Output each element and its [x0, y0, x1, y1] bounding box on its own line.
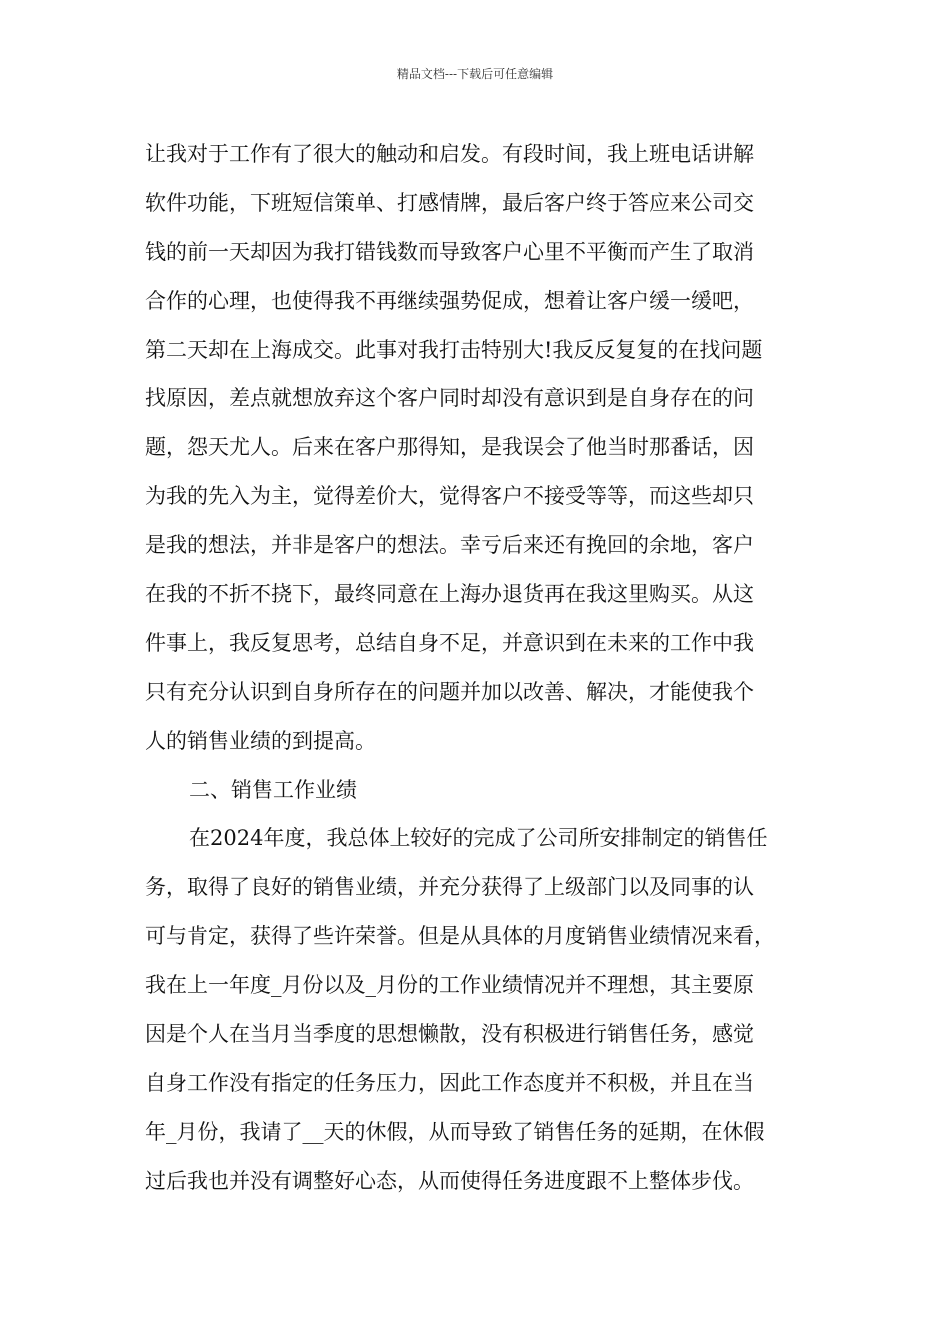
text-line: 年_月份，我请了__天的休假，从而导致了销售任务的延期，在休假: [145, 1119, 765, 1144]
text-line: 件事上，我反复思考，总结自身不足，并意识到在未来的工作中我: [145, 630, 754, 655]
text-line: 自身工作没有指定的任务压力，因此工作态度并不积极，并且在当: [145, 1070, 754, 1095]
text-line: 因是个人在当月当季度的思想懒散，没有积极进行销售任务，感觉: [145, 1022, 754, 1047]
text-line: 我在上一年度_月份以及_月份的工作业绩情况并不理想，其主要原: [145, 973, 754, 998]
text-line: 让我对于工作有了很大的触动和启发。有段时间，我上班电话讲解: [145, 142, 754, 166]
text-line: 合作的心理，也使得我不再继续强势促成，想着让客户缓一缓吧，: [145, 288, 754, 313]
text-line: 只有充分认识到自身所存在的问题并加以改善、解决，才能使我个: [145, 679, 754, 704]
text-line: 在我的不折不挠下，最终同意在上海办退货再在我这里购买。从这: [145, 582, 754, 607]
text-line: 可与肯定，获得了些许荣誉。但是从具体的月度销售业绩情况来看，: [145, 924, 775, 949]
text-line: 第二天却在上海成交。此事对我打击特别大!我反反复复的在找问题: [145, 337, 763, 362]
page-header: 精品文档---下载后可任意编辑: [396, 67, 554, 81]
paragraph-start-line: 在2024年度，我总体上较好的完成了公司所安排制定的销售任: [189, 826, 768, 851]
text-line: 题，怨天尤人。后来在客户那得知，是我误会了他当时那番话，因: [145, 435, 754, 460]
body-text: [145, 130, 827, 1206]
section-heading: 二、销售工作业绩: [189, 777, 357, 802]
text-line: 为我的先入为主，觉得差价大，觉得客户不接受等等，而这些却只: [145, 484, 754, 509]
text-line: 软件功能，下班短信策单、打感情牌，最后客户终于答应来公司交: [145, 190, 754, 215]
text-line: 找原因，差点就想放弃这个客户同时却没有意识到是自身存在的问: [145, 386, 754, 411]
text-line: 钱的前一天却因为我打错钱数而导致客户心里不平衡而产生了取消: [145, 239, 754, 264]
text-line: 是我的想法，并非是客户的想法。幸亏后来还有挽回的余地，客户: [145, 533, 754, 558]
text-line: 过后我也并没有调整好心态，从而使得任务进度跟不上整体步伐。: [145, 1168, 754, 1193]
text-line: 务，取得了良好的销售业绩，并充分获得了上级部门以及同事的认: [145, 875, 754, 900]
text-line: 人的销售业绩的到提高。: [145, 728, 376, 753]
